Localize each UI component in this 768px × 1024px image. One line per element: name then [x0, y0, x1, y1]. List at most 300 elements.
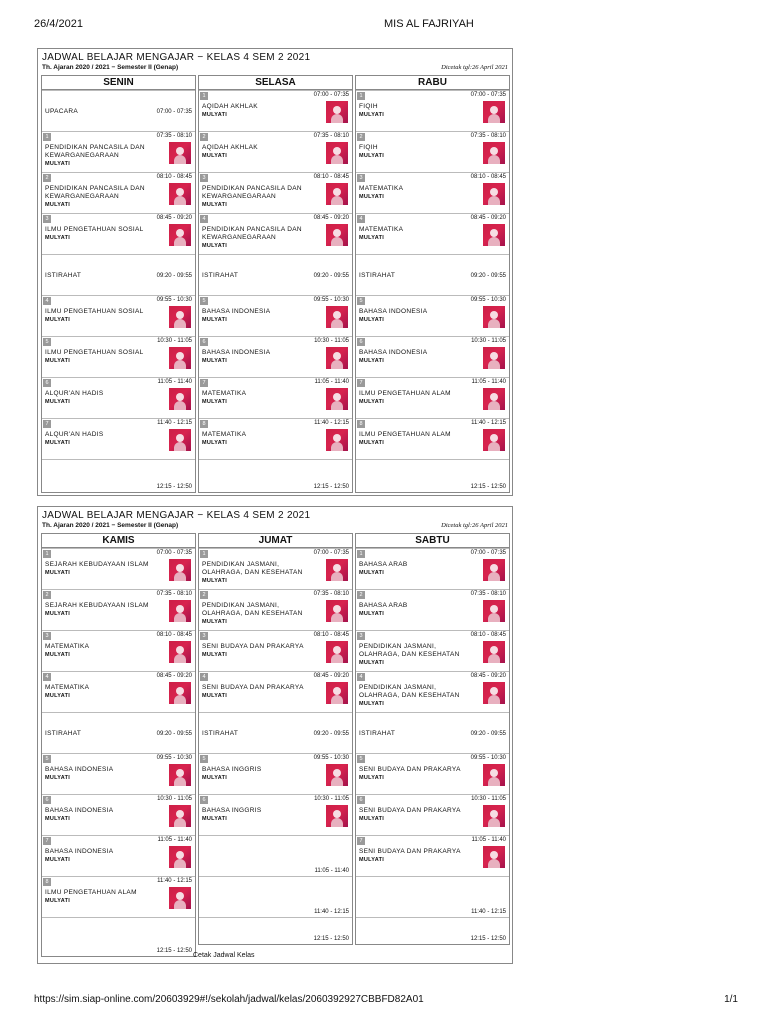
body-icon [174, 818, 186, 827]
period-number-badge: 5 [200, 297, 208, 305]
teacher-photo [326, 600, 348, 622]
period-number-badge: 5 [43, 755, 51, 763]
subject-name: BAHASA INDONESIA [202, 308, 271, 315]
body-icon [488, 654, 500, 663]
body-icon [488, 237, 500, 246]
face-icon [333, 769, 341, 777]
day-column-jumat [198, 533, 353, 945]
teacher-photo [169, 224, 191, 246]
period-number-badge: 3 [357, 174, 365, 182]
period-number-badge: 3 [200, 632, 208, 640]
body-icon [331, 818, 343, 827]
period-number-badge: 4 [357, 673, 365, 681]
lesson-slot [42, 876, 195, 918]
teacher-photo [169, 682, 191, 704]
slot-time: 09:55 - 10:30 [313, 755, 349, 761]
subject-name: ISTIRAHAT [359, 729, 396, 737]
lesson-slot [42, 336, 195, 378]
face-icon [333, 646, 341, 654]
subject-name: MATEMATIKA [359, 185, 404, 192]
body-icon [331, 155, 343, 164]
subject-name: PENDIDIKAN PANCASILA DAN KEWARGANEGARAAN [45, 144, 145, 159]
lesson-slot [199, 90, 352, 132]
face-icon [333, 147, 341, 155]
face-icon [333, 810, 341, 818]
lesson-slot [199, 418, 352, 460]
teacher-name: MULYATI [202, 358, 228, 364]
slot-time: 09:55 - 10:30 [470, 755, 506, 761]
face-icon [176, 229, 184, 237]
empty-slot [199, 459, 352, 493]
face-icon [176, 188, 184, 196]
slot-time: 07:35 - 08:10 [470, 591, 506, 597]
face-icon [490, 229, 498, 237]
lesson-slot [42, 671, 195, 713]
lesson-slot [199, 630, 352, 672]
lesson-slot [199, 671, 352, 713]
lesson-slot [42, 295, 195, 337]
break-slot [42, 90, 195, 132]
teacher-name: MULYATI [45, 652, 71, 658]
teacher-name: MULYATI [202, 775, 228, 781]
subject-name: SENI BUDAYA DAN PRAKARYA [202, 684, 304, 691]
face-icon [176, 147, 184, 155]
schedule-header [42, 52, 508, 76]
subject-name: BAHASA INDONESIA [359, 308, 428, 315]
slot-time: 10:30 - 11:05 [157, 796, 192, 802]
face-icon [176, 311, 184, 319]
period-number-badge: 2 [200, 133, 208, 141]
page-number: 1/1 [724, 994, 738, 1005]
subject-name: SENI BUDAYA DAN PRAKARYA [202, 643, 304, 650]
body-icon [331, 654, 343, 663]
face-icon [176, 687, 184, 695]
body-icon [331, 613, 343, 622]
subject-name: ISTIRAHAT [202, 271, 239, 279]
face-icon [176, 769, 184, 777]
period-number-badge: 3 [357, 632, 365, 640]
body-icon [331, 360, 343, 369]
day-column-senin [41, 75, 196, 493]
body-icon [488, 777, 500, 786]
body-icon [488, 818, 500, 827]
teacher-name: MULYATI [359, 611, 385, 617]
face-icon [490, 352, 498, 360]
face-icon [333, 564, 341, 572]
lesson-slot [199, 753, 352, 795]
lesson-slot [42, 630, 195, 672]
face-icon [490, 147, 498, 155]
period-number-badge: 1 [357, 92, 365, 100]
lesson-slot [42, 548, 195, 590]
teacher-photo [483, 641, 505, 663]
lesson-slot [356, 295, 509, 337]
teacher-photo [483, 388, 505, 410]
subject-name: AQIDAH AKHLAK [202, 144, 258, 151]
body-icon [331, 401, 343, 410]
teacher-name: MULYATI [359, 816, 385, 822]
teacher-photo [326, 559, 348, 581]
body-icon [174, 859, 186, 868]
slot-time: 08:45 - 09:20 [313, 673, 349, 679]
teacher-photo [326, 224, 348, 246]
slot-time: 08:10 - 08:45 [313, 174, 349, 180]
subject-name: ISTIRAHAT [202, 729, 239, 737]
teacher-name: MULYATI [45, 161, 71, 167]
teacher-name: MULYATI [202, 440, 228, 446]
teacher-name: MULYATI [359, 358, 385, 364]
slot-time: 11:05 - 11:40 [157, 837, 192, 843]
subject-name: BAHASA INGGRIS [202, 766, 262, 773]
lesson-slot [42, 589, 195, 631]
day-header-jumat: JUMAT [199, 534, 352, 548]
body-icon [331, 237, 343, 246]
day-column-rabu [355, 75, 510, 493]
subject-name: BAHASA INDONESIA [45, 807, 114, 814]
printed-date: Dicetak tgl:26 April 2021 [441, 64, 508, 71]
teacher-photo [483, 682, 505, 704]
face-icon [333, 687, 341, 695]
face-icon [490, 188, 498, 196]
lesson-slot [356, 753, 509, 795]
subject-name: FIQIH [359, 144, 378, 151]
period-number-badge: 7 [357, 837, 365, 845]
teacher-photo [483, 306, 505, 328]
subject-name: PENDIDIKAN JASMANI, OLAHRAGA, DAN KESEHATAN [359, 643, 460, 658]
schedule-header [42, 510, 508, 534]
period-number-badge: 1 [357, 550, 365, 558]
slot-time: 08:45 - 09:20 [470, 215, 506, 221]
teacher-name: MULYATI [202, 317, 228, 323]
teacher-name: MULYATI [45, 693, 71, 699]
teacher-photo [169, 347, 191, 369]
face-icon [176, 646, 184, 654]
subject-name: ILMU PENGETAHUAN SOSIAL [45, 226, 144, 233]
body-icon [488, 196, 500, 205]
empty-slot [199, 835, 352, 877]
slot-time: 08:10 - 08:45 [156, 174, 192, 180]
lesson-slot [42, 418, 195, 460]
day-column-selasa [198, 75, 353, 493]
lesson-slot [42, 172, 195, 214]
lesson-slot [42, 213, 195, 255]
period-number-badge: 7 [200, 379, 208, 387]
schedule-block-week-first [37, 48, 513, 496]
period-number-badge: 1 [200, 92, 208, 100]
teacher-photo [326, 347, 348, 369]
day-header-selasa: SELASA [199, 76, 352, 90]
subject-name: ILMU PENGETAHUAN SOSIAL [45, 308, 144, 315]
break-slot [42, 712, 195, 754]
period-number-badge: 1 [43, 550, 51, 558]
body-icon [488, 319, 500, 328]
period-number-badge: 3 [43, 632, 51, 640]
day-header-kamis: KAMIS [42, 534, 195, 548]
body-icon [488, 442, 500, 451]
face-icon [333, 393, 341, 401]
teacher-name: MULYATI [45, 399, 71, 405]
body-icon [174, 155, 186, 164]
slot-time: 12:15 - 12:50 [313, 936, 349, 942]
subject-name: PENDIDIKAN JASMANI, OLAHRAGA, DAN KESEHATAN [202, 561, 303, 576]
slot-time: 09:55 - 10:30 [156, 297, 192, 303]
slot-time: 12:15 - 12:50 [313, 484, 349, 490]
body-icon [174, 777, 186, 786]
lesson-slot [42, 835, 195, 877]
body-icon [488, 114, 500, 123]
subject-name: ALQUR'AN HADIS [45, 431, 104, 438]
empty-slot [199, 917, 352, 945]
teacher-name: MULYATI [202, 619, 228, 625]
slot-time: 12:15 - 12:50 [470, 484, 506, 490]
subject-name: PENDIDIKAN JASMANI, OLAHRAGA, DAN KESEHATAN [202, 602, 303, 617]
slot-time: 07:00 - 07:35 [313, 92, 349, 98]
period-number-badge: 6 [43, 379, 51, 387]
lesson-slot [356, 418, 509, 460]
face-icon [176, 810, 184, 818]
subject-name: MATEMATIKA [45, 684, 90, 691]
teacher-name: MULYATI [359, 857, 385, 863]
subject-name: BAHASA ARAB [359, 602, 408, 609]
face-icon [490, 687, 498, 695]
teacher-photo [326, 764, 348, 786]
slot-time: 10:30 - 11:05 [471, 796, 506, 802]
printed-date: Dicetak tgl:26 April 2021 [441, 522, 508, 529]
period-number-badge: 5 [357, 755, 365, 763]
slot-time: 08:10 - 08:45 [470, 632, 506, 638]
body-icon [488, 572, 500, 581]
period-number-badge: 4 [43, 297, 51, 305]
body-icon [331, 196, 343, 205]
page-url: https://sim.siap-online.com/20603929#!/sekolah/jadwal/kelas/2060392927CBBFD82A01 [34, 994, 424, 1005]
teacher-name: MULYATI [202, 816, 228, 822]
period-number-badge: 4 [200, 673, 208, 681]
period-number-badge: 1 [200, 550, 208, 558]
empty-slot [42, 459, 195, 493]
face-icon [333, 605, 341, 613]
teacher-photo [483, 846, 505, 868]
slot-time: 07:00 - 07:35 [313, 550, 349, 556]
teacher-photo [169, 388, 191, 410]
subject-name: ILMU PENGETAHUAN ALAM [359, 390, 451, 397]
subject-name: SENI BUDAYA DAN PRAKARYA [359, 807, 461, 814]
subject-name: MATEMATIKA [45, 643, 90, 650]
slot-time: 07:00 - 07:35 [470, 550, 506, 556]
subject-name: BAHASA INDONESIA [202, 349, 271, 356]
face-icon [490, 810, 498, 818]
subject-name: SEJARAH KEBUDAYAAN ISLAM [45, 561, 149, 568]
period-number-badge: 5 [357, 297, 365, 305]
face-icon [333, 188, 341, 196]
body-icon [488, 695, 500, 704]
teacher-name: MULYATI [45, 775, 71, 781]
period-number-badge: 8 [200, 420, 208, 428]
face-icon [490, 393, 498, 401]
break-slot [356, 254, 509, 296]
slot-time: 11:40 - 12:15 [157, 420, 192, 426]
period-number-badge: 6 [200, 796, 208, 804]
body-icon [174, 572, 186, 581]
slot-time: 09:55 - 10:30 [313, 297, 349, 303]
face-icon [333, 434, 341, 442]
teacher-photo [169, 559, 191, 581]
subject-name: UPACARA [45, 107, 79, 115]
period-number-badge: 5 [200, 755, 208, 763]
teacher-name: MULYATI [45, 611, 71, 617]
teacher-photo [169, 846, 191, 868]
lesson-slot [199, 295, 352, 337]
lesson-slot [199, 377, 352, 419]
slot-time: 07:35 - 08:10 [156, 591, 192, 597]
lesson-slot [42, 131, 195, 173]
slot-time: 11:05 - 11:40 [314, 379, 349, 385]
teacher-photo [326, 142, 348, 164]
period-number-badge: 8 [357, 420, 365, 428]
subject-name: PENDIDIKAN JASMANI, OLAHRAGA, DAN KESEHATAN [359, 684, 460, 699]
teacher-photo [483, 559, 505, 581]
day-header-rabu: RABU [356, 76, 509, 90]
slot-time: 08:45 - 09:20 [156, 673, 192, 679]
subject-name: SENI BUDAYA DAN PRAKARYA [359, 766, 461, 773]
lesson-slot [356, 794, 509, 836]
subject-name: PENDIDIKAN PANCASILA DAN KEWARGANEGARAAN [45, 185, 145, 200]
slot-time: 11:05 - 11:40 [471, 379, 506, 385]
teacher-name: MULYATI [359, 775, 385, 781]
schedule-title: JADWAL BELAJAR MENGAJAR − KELAS 4 SEM 2 2021 [42, 52, 311, 63]
teacher-photo [169, 429, 191, 451]
body-icon [488, 155, 500, 164]
schedule-subtitle: Th. Ajaran 2020 / 2021 − Semester II (Genap) [42, 64, 179, 71]
slot-time: 07:35 - 08:10 [470, 133, 506, 139]
period-number-badge: 3 [43, 215, 51, 223]
period-number-badge: 5 [43, 338, 51, 346]
period-number-badge: 6 [357, 796, 365, 804]
slot-time: 08:45 - 09:20 [156, 215, 192, 221]
face-icon [176, 605, 184, 613]
teacher-photo [169, 306, 191, 328]
face-icon [176, 564, 184, 572]
lesson-slot [199, 213, 352, 255]
slot-time: 12:15 - 12:50 [156, 948, 192, 954]
teacher-name: MULYATI [45, 440, 71, 446]
body-icon [331, 319, 343, 328]
teacher-photo [326, 101, 348, 123]
subject-name: ILMU PENGETAHUAN ALAM [359, 431, 451, 438]
teacher-name: MULYATI [45, 816, 71, 822]
period-number-badge: 2 [43, 174, 51, 182]
slot-time: 09:20 - 09:55 [313, 272, 349, 279]
teacher-name: MULYATI [202, 693, 228, 699]
body-icon [174, 401, 186, 410]
face-icon [333, 229, 341, 237]
period-number-badge: 2 [43, 591, 51, 599]
slot-time: 11:40 - 12:15 [314, 420, 349, 426]
slot-time: 12:15 - 12:50 [470, 936, 506, 942]
lesson-slot [356, 835, 509, 877]
teacher-name: MULYATI [359, 194, 385, 200]
face-icon [176, 393, 184, 401]
print-date: 26/4/2021 [34, 18, 83, 30]
slot-time: 08:45 - 09:20 [470, 673, 506, 679]
subject-name: MATEMATIKA [202, 431, 247, 438]
face-icon [176, 851, 184, 859]
period-number-badge: 6 [200, 338, 208, 346]
subject-name: BAHASA INDONESIA [359, 349, 428, 356]
face-icon [490, 434, 498, 442]
period-number-badge: 7 [43, 420, 51, 428]
slot-time: 07:00 - 07:35 [156, 550, 192, 556]
teacher-name: MULYATI [359, 317, 385, 323]
face-icon [490, 106, 498, 114]
slot-time: 07:00 - 07:35 [470, 92, 506, 98]
slot-time: 09:20 - 09:55 [156, 272, 192, 279]
slot-time: 11:40 - 12:15 [471, 420, 506, 426]
period-number-badge: 4 [357, 215, 365, 223]
slot-time: 10:30 - 11:05 [157, 338, 192, 344]
lesson-slot [356, 671, 509, 713]
lesson-slot [356, 589, 509, 631]
face-icon [333, 106, 341, 114]
teacher-photo [326, 429, 348, 451]
period-number-badge: 2 [357, 133, 365, 141]
teacher-photo [326, 641, 348, 663]
face-icon [490, 564, 498, 572]
subject-name: BAHASA INDONESIA [45, 766, 114, 773]
print-schedule-link[interactable]: Cetak Jadwal Kelas [193, 952, 255, 959]
slot-time: 08:10 - 08:45 [156, 632, 192, 638]
teacher-photo [326, 306, 348, 328]
lesson-slot [199, 589, 352, 631]
slot-time: 10:30 - 11:05 [471, 338, 506, 344]
lesson-slot [199, 548, 352, 590]
lesson-slot [42, 753, 195, 795]
slot-time: 11:40 - 12:15 [314, 909, 349, 915]
day-header-sabtu: SABTU [356, 534, 509, 548]
teacher-photo [483, 600, 505, 622]
lesson-slot [356, 131, 509, 173]
period-number-badge: 4 [200, 215, 208, 223]
teacher-name: MULYATI [45, 235, 71, 241]
teacher-photo [483, 764, 505, 786]
face-icon [176, 352, 184, 360]
teacher-name: MULYATI [359, 399, 385, 405]
teacher-name: MULYATI [45, 202, 71, 208]
period-number-badge: 2 [357, 591, 365, 599]
teacher-name: MULYATI [202, 578, 228, 584]
break-slot [356, 712, 509, 754]
lesson-slot [356, 377, 509, 419]
subject-name: ILMU PENGETAHUAN ALAM [45, 889, 137, 896]
lesson-slot [356, 630, 509, 672]
teacher-name: MULYATI [45, 570, 71, 576]
slot-time: 09:55 - 10:30 [156, 755, 192, 761]
schedule-subtitle: Th. Ajaran 2020 / 2021 − Semester II (Genap) [42, 522, 179, 529]
body-icon [488, 360, 500, 369]
teacher-photo [326, 805, 348, 827]
subject-name: BAHASA ARAB [359, 561, 408, 568]
teacher-photo [169, 183, 191, 205]
teacher-name: MULYATI [202, 112, 228, 118]
teacher-photo [483, 347, 505, 369]
teacher-name: MULYATI [45, 898, 71, 904]
teacher-name: MULYATI [202, 202, 228, 208]
subject-name: ISTIRAHAT [45, 729, 82, 737]
teacher-photo [483, 805, 505, 827]
slot-time: 11:40 - 12:15 [471, 909, 506, 915]
break-slot [42, 254, 195, 296]
teacher-name: MULYATI [359, 235, 385, 241]
slot-time: 08:10 - 08:45 [470, 174, 506, 180]
